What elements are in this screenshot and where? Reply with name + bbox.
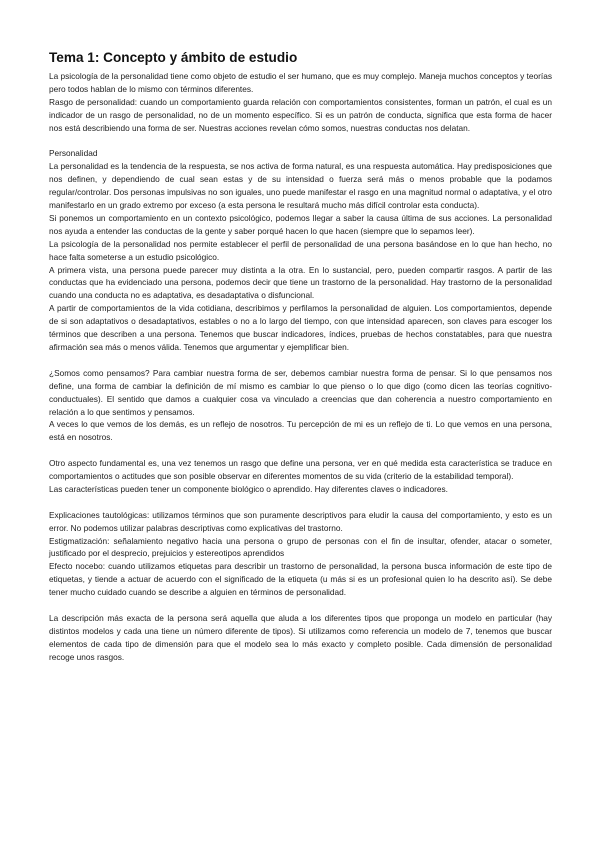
paragraph: La psicología de la personalidad tiene como objeto de estudio el ser humano, que es muy complejo. Maneja muchos conceptos y teorías pero todos hablan de lo mismo con términos diferentes. [49, 71, 552, 94]
paragraph: Efecto nocebo: cuando utilizamos etiquetas para describir un trastorno de personalidad, la persona busca información de este tipo de etiquetas, y tiende a actuar de acuerdo con el significado de la etiqueta (u más si es un profesional quien lo ha descrito así). Se debe tener mucho cuidado cuando se describe a alguien en términos de personalidad. [49, 561, 552, 598]
somos-section [49, 367, 552, 444]
paragraph: Otro aspecto fundamental es, una vez tenemos un rasgo que define una persona, ver en qué medida esta característica se traduce en comportamientos o actitudes que son posible observar en diferentes momentos de su vida (criterio de la estabilidad temporal). [49, 458, 552, 482]
paragraph: A veces lo que vemos de los demás, es un reflejo de nosotros. Tu percepción de mi es un reflejo de ti. Lo que vemos en una persona, está en nosotros. [49, 419, 552, 443]
descripcion-section [49, 612, 552, 664]
paragraph: Si ponemos un comportamiento en un contexto psicológico, podemos llegar a saber la causa última de sus acciones. La personalidad nos ayuda a entender las conductas de la gente y saber porqué hacen lo que hacen (siempre que lo sepamos leer). [49, 212, 552, 236]
paragraph: Explicaciones tautológicas: utilizamos términos que son puramente descriptivos para eludir la causa del comportamiento, y esto es un error. No podemos utilizar palabras descriptivas como explicativas del trastorno. [49, 509, 552, 533]
section-heading: Personalidad [49, 148, 98, 159]
paragraph: La descripción más exacta de la persona será aquella que aluda a los diferentes tipos que proponga un modelo en particular (hay distintos modelos y cada una tiene un número diferente de tipos). Si utilizamos como referencia un modelo de 7, tenemos que buscar elementos de cada tipo de dimensión para que el modelo sea lo más exacto y completo posible. Cada dimensión de personalidad recoge unos rasgos. [49, 612, 552, 662]
paragraph: Las características pueden tener un componente biológico o aprendido. Hay diferentes claves o indicadores. [49, 483, 448, 494]
paragraph: Rasgo de personalidad: cuando un comportamiento guarda relación con comportamientos consistentes, forman un patrón, el cual es un indicador de un rasgo de personalidad, no de un momento específico. Si es un patrón de conducta, significa que esta forma de hacer nos está describiendo una forma de ser. Nuestras acciones revelan cómo somos, nuestras conductas nos delatan. [49, 96, 552, 133]
paragraph: La psicología de la personalidad nos permite establecer el perfil de personalidad de una persona basándose en lo que han hecho, no hace falta someterse a un estudio psicológico. [49, 238, 552, 262]
paragraph: ¿Somos como pensamos? Para cambiar nuestra forma de ser, debemos cambiar nuestra forma de pensar. Si lo que pensamos nos define, una forma de cambiar la definición de mí mismo es cambiar lo que pienso o lo que digo (como dicen las teorías cognitivo-conductuales). El sentido que damos a cualquier cosa va vinculado a creencias que dan coherencia a nuestro comportamiento en relación a lo que sentimos y pensamos. [49, 367, 552, 417]
document-title: Tema 1: Concepto y ámbito de estudio [49, 50, 298, 65]
explicaciones-section [49, 509, 552, 599]
paragraph: A partir de comportamientos de la vida cotidiana, describimos y perfilamos la personalidad de alguien. Los comportamientos, depende de si son adaptativos o desadaptativos, estables o no a lo largo del tiempo, con que intensidad aparecen, son claves para escoger los términos que describen a una persona. Tenemos que buscar indicadores, índices, pruebas de hechos constatables, para que nuestra afirmación sea más o menos válida. Tenemos que argumentar y ejemplificar bien. [49, 303, 552, 353]
paragraph: A primera vista, una persona puede parecer muy distinta a la otra. En lo sustancial, pero, pueden compartir rasgos. A partir de las conductas que ha evidenciado una persona, podemos decir que tiene un trastorno de la personalidad. Hay trastorno de la personalidad cuando una conducta no es adaptativa, es desadaptativa o disfuncional. [49, 264, 552, 301]
personalidad-section [49, 147, 552, 354]
paragraph: La personalidad es la tendencia de la respuesta, se nos activa de forma natural, es una respuesta automática. Hay predisposiciones que nos definen, y dependiendo de cual sean estas y de su intensidad o fuerza será más o menos probable que la podamos regular/controlar. Dos personas impulsivas no son iguales, uno puede manifestar el rasgo en una magnitud normal o adaptativa, y el otro manifestarlo en un grado extremo por exceso (a esta persona le resultará mucho más difícil controlar esta conducta). [49, 161, 552, 211]
aspecto-section [49, 457, 552, 496]
intro-section [49, 70, 552, 135]
paragraph: Estigmatización: señalamiento negativo hacia una persona o grupo de personas con el fin de insultar, ofender, atacar o someter, justificado por el desprecio, prejuicios y estereotipos aprendidos [49, 535, 552, 559]
